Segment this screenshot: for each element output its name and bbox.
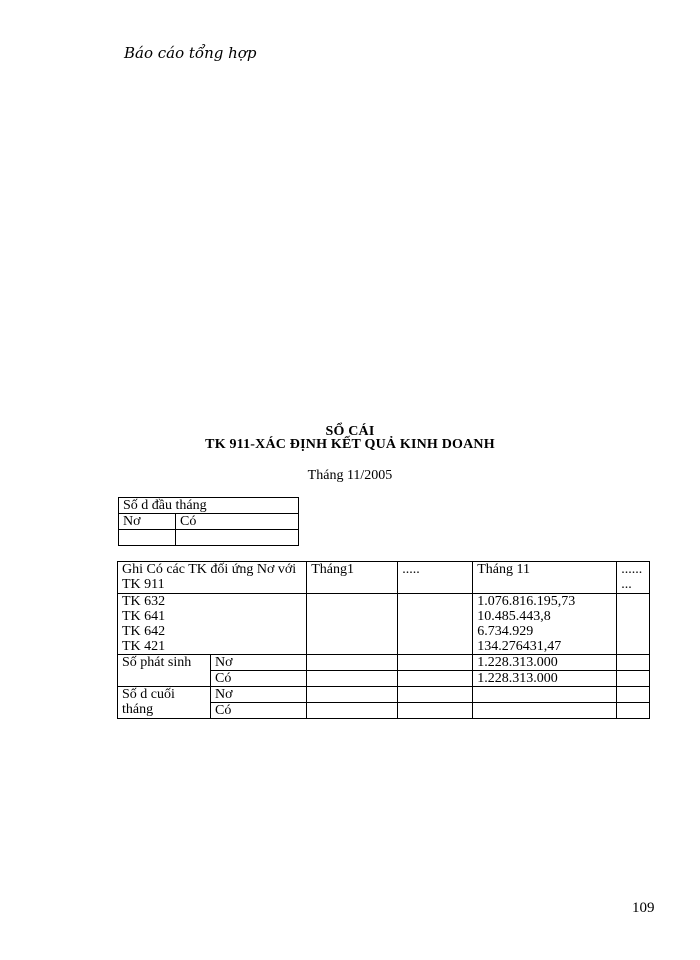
account-list bbox=[118, 594, 307, 655]
header-dots2: ...... ... bbox=[617, 562, 650, 594]
list-item: TK 641 bbox=[122, 609, 166, 624]
opening-balance-table bbox=[118, 497, 299, 546]
header-note: Báo cáo tổng hợp bbox=[124, 44, 257, 62]
table-cell bbox=[617, 703, 650, 719]
opening-balance-caption: Số d đầu tháng bbox=[119, 498, 299, 514]
ledger-subtitle: TK 911-XÁC ĐỊNH KẾT QUẢ KINH DOANH bbox=[205, 437, 495, 452]
opening-credit-value bbox=[176, 530, 299, 546]
dots2-values bbox=[617, 594, 650, 655]
turnover-credit-label: Có bbox=[211, 671, 307, 687]
table-cell bbox=[307, 671, 398, 687]
table-cell bbox=[617, 655, 650, 671]
opening-debit-value bbox=[119, 530, 176, 546]
list-item: TK 642 bbox=[122, 624, 166, 639]
closing-debit-label: Nơ bbox=[211, 687, 307, 703]
header-contra-accounts: Ghi Có các TK đối ứng Nơ với TK 911 bbox=[118, 562, 307, 594]
ledger-table bbox=[117, 561, 650, 719]
turnover-debit-m11: 1.228.313.000 bbox=[473, 655, 617, 671]
ledger-title: SỔ CÁI bbox=[325, 424, 375, 439]
closing-credit-label: Có bbox=[211, 703, 307, 719]
list-item: 10.485.443,8 bbox=[477, 609, 551, 624]
table-cell bbox=[307, 655, 398, 671]
list-item: TK 421 bbox=[122, 639, 166, 654]
table-cell bbox=[617, 687, 650, 703]
list-item: 6.734.929 bbox=[477, 624, 534, 639]
table-cell bbox=[307, 687, 398, 703]
table-cell bbox=[473, 703, 617, 719]
period-label: Tháng 11/2005 bbox=[307, 468, 393, 483]
header-dots1: ..... bbox=[398, 562, 473, 594]
table-cell bbox=[617, 671, 650, 687]
table-cell bbox=[307, 703, 398, 719]
page-number: 109 bbox=[632, 900, 655, 916]
list-item: TK 632 bbox=[122, 594, 166, 609]
table-cell bbox=[398, 655, 473, 671]
month1-values bbox=[307, 594, 398, 655]
dots1-values bbox=[398, 594, 473, 655]
header-month1: Tháng1 bbox=[307, 562, 398, 594]
opening-credit-label: Có bbox=[176, 514, 299, 530]
closing-label: Số d cuối tháng bbox=[118, 687, 211, 719]
list-item: 134.276431,47 bbox=[477, 639, 562, 654]
header-month11: Tháng 11 bbox=[473, 562, 617, 594]
list-item: 1.076.816.195,73 bbox=[477, 594, 576, 609]
turnover-debit-label: Nơ bbox=[211, 655, 307, 671]
opening-debit-label: Nơ bbox=[119, 514, 176, 530]
turnover-credit-m11: 1.228.313.000 bbox=[473, 671, 617, 687]
month11-values bbox=[473, 594, 617, 655]
table-cell bbox=[398, 671, 473, 687]
turnover-label: Số phát sinh bbox=[118, 655, 211, 687]
table-cell bbox=[398, 703, 473, 719]
table-cell bbox=[398, 687, 473, 703]
table-cell bbox=[473, 687, 617, 703]
